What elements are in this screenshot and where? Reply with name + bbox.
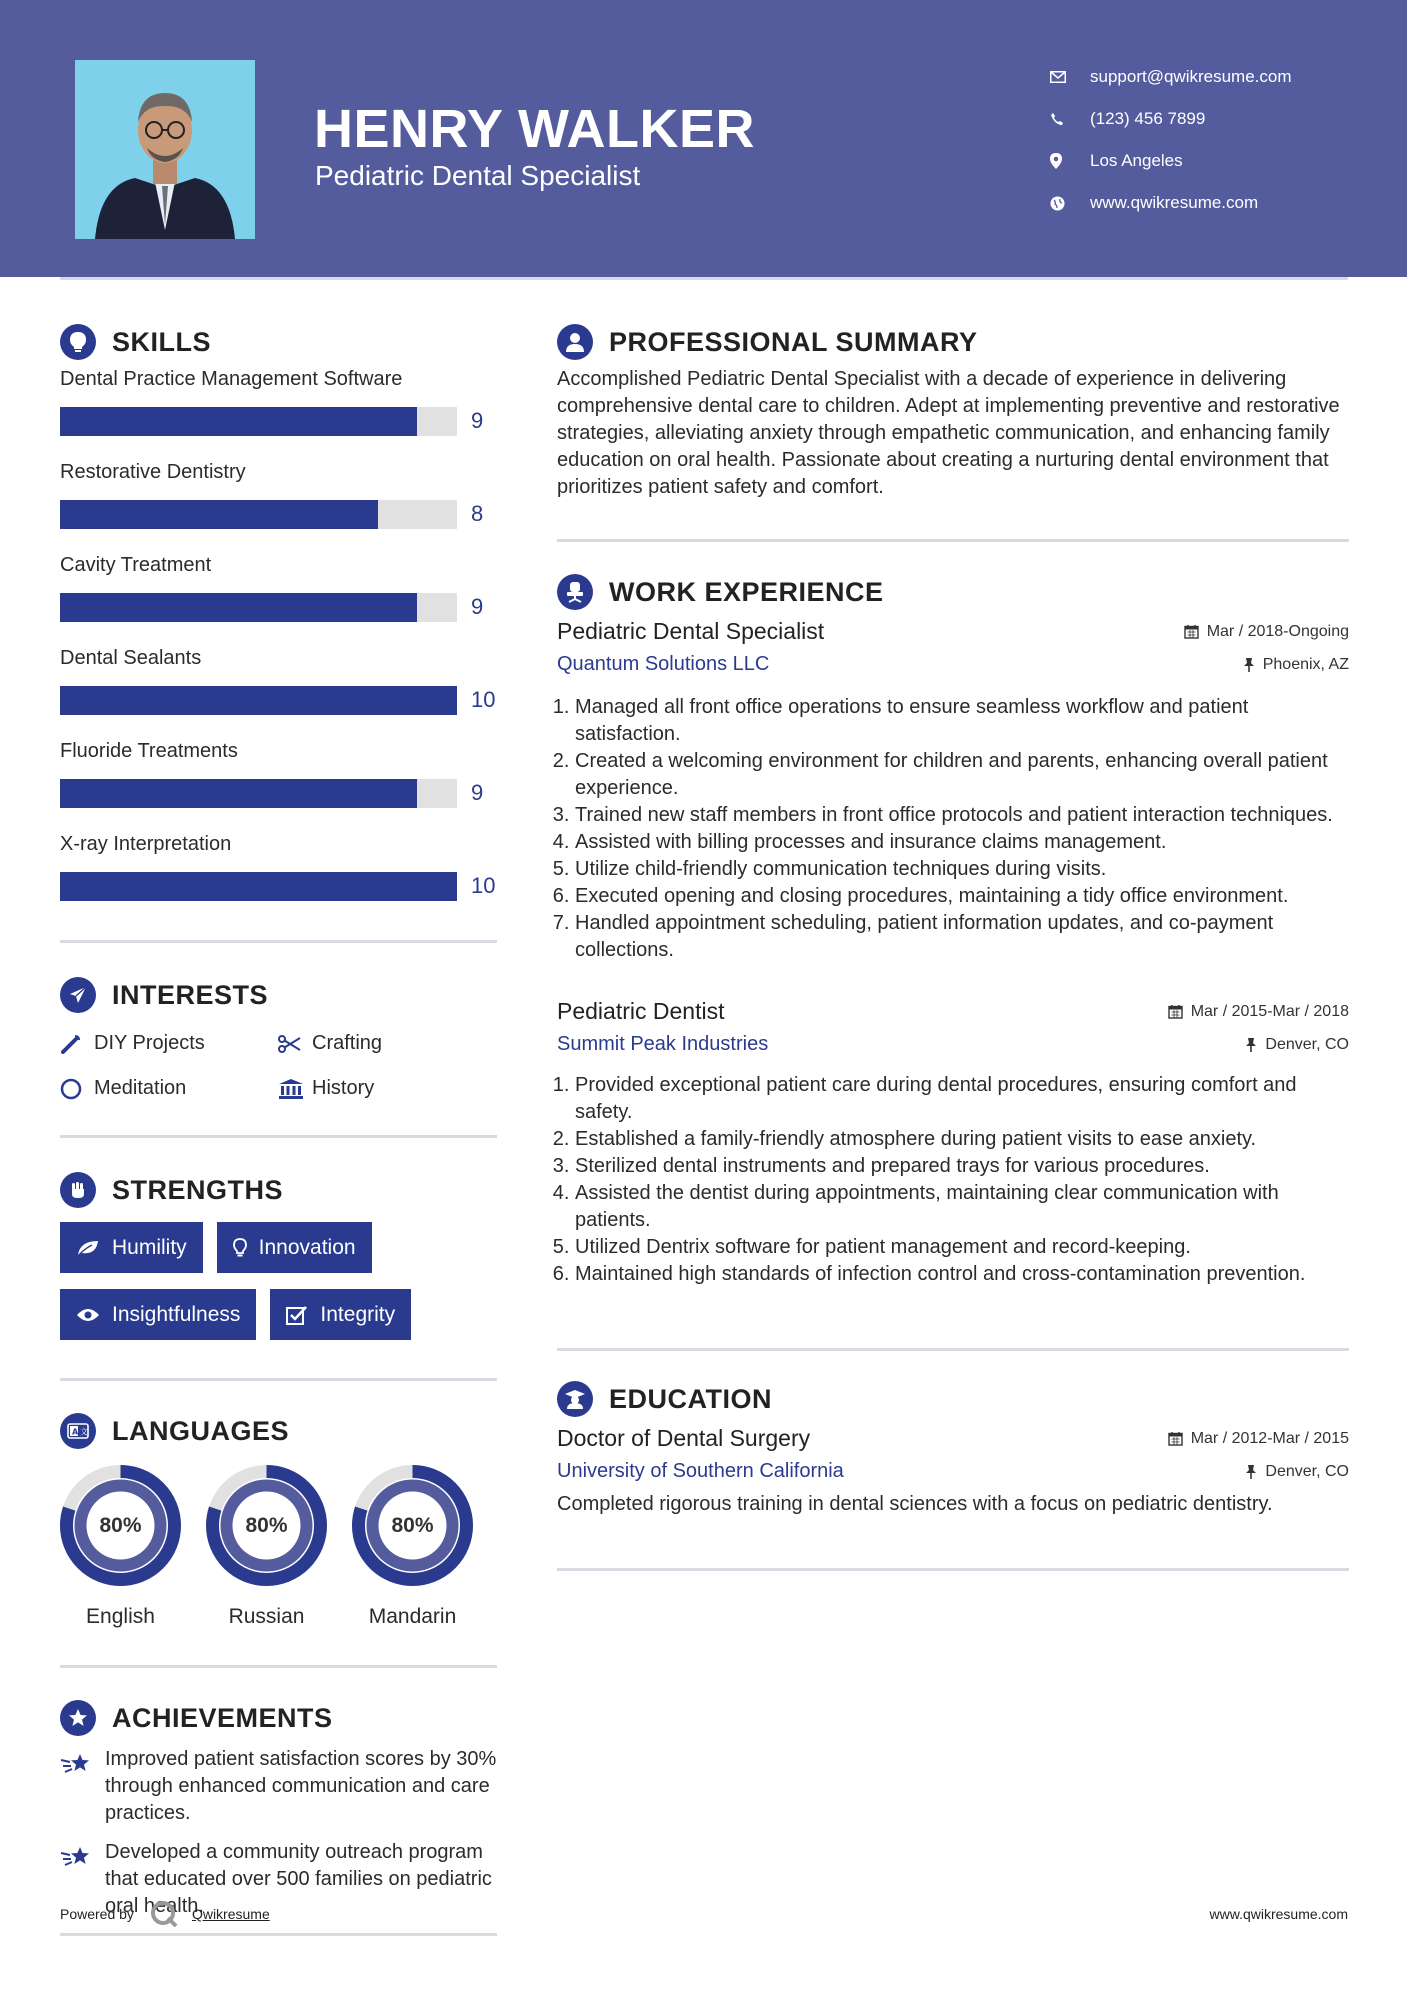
resume-header — [0, 0, 1407, 277]
languages-title: LANGUAGES — [112, 1415, 290, 1446]
strength-label: Humility — [112, 1235, 187, 1259]
skill-bar-fill — [60, 779, 417, 808]
interest-label: DIY Projects — [94, 1032, 205, 1054]
achievement-text: Improved patient satisfaction scores by 30% through enhanced communication and care practices. — [105, 1748, 497, 1824]
skill-value: 10 — [471, 873, 496, 898]
education-dates-text: Mar / 2012-Mar / 2015 — [1190, 1429, 1349, 1447]
checkbox-icon — [286, 1305, 308, 1325]
experience-title: WORK EXPERIENCE — [609, 576, 884, 607]
skill-value: 9 — [471, 594, 484, 619]
skill-bar-track — [60, 500, 457, 529]
footer-divider — [60, 1933, 497, 1936]
job-bullets — [557, 1072, 1349, 1288]
contact-email[interactable] — [1050, 56, 1292, 98]
languages-list — [60, 1465, 497, 1629]
language-name: English — [86, 1605, 155, 1628]
scissors-icon — [278, 1035, 312, 1053]
skill-bar-track — [60, 872, 457, 901]
job-bullet: 1. Managed all front office operations to ensure seamless workflow and patient satisfaction. — [575, 694, 1349, 748]
footer-url[interactable]: www.qwikresume.com — [1209, 1906, 1348, 1922]
raised-fist-icon — [60, 1172, 96, 1208]
job-bullet: 2. Established a family-friendly atmosphere during patient visits to ease anxiety. — [575, 1126, 1349, 1153]
skill-bar-fill — [60, 872, 457, 901]
education-text: Completed rigorous training in dental sciences with a focus on pediatric dentistry. — [557, 1493, 1273, 1515]
job-bullet: 4. Assisted the dentist during appointments, maintaining clear communication with patients. — [575, 1180, 1349, 1234]
skill-value: 8 — [471, 501, 484, 526]
interest-label: Crafting — [312, 1032, 383, 1054]
skill-item — [60, 368, 497, 455]
summary-heading — [557, 320, 1349, 364]
job-bullet: 6. Maintained high standards of infection control and cross-contamination prevention. — [575, 1261, 1349, 1288]
education-dates — [1168, 1430, 1349, 1448]
qwikresume-logo-icon — [150, 1900, 178, 1928]
job-bullet: 6. Executed opening and closing procedures, maintaining a tidy office environment. — [575, 883, 1349, 910]
job-location — [1243, 656, 1349, 674]
skill-value: 10 — [471, 687, 496, 712]
graduate-icon — [557, 1381, 593, 1417]
job-bullet: 5. Utilized Dentrix software for patient management and record-keeping. — [575, 1234, 1349, 1261]
eye-icon — [76, 1307, 100, 1323]
qwikresume-link[interactable]: Qwikresume — [191, 1906, 270, 1922]
strength-tag — [60, 1289, 256, 1340]
powered-by-text: Powered by — [60, 1906, 134, 1922]
job-bullet: 5. Utilize child-friendly communication techniques during visits. — [575, 856, 1349, 883]
lightbulb-icon — [60, 324, 96, 360]
interest-item — [278, 1021, 496, 1066]
contact-email-text[interactable]: support@qwikresume.com — [1090, 67, 1292, 86]
skill-name: Dental Sealants — [60, 647, 202, 669]
contact-website-text[interactable]: www.qwikresume.com — [1090, 193, 1259, 212]
job-dates — [1184, 623, 1349, 641]
job-company: Summit Peak Industries — [557, 1033, 769, 1055]
candidate-role: Pediatric Dental Specialist — [315, 160, 641, 191]
phone-icon — [1050, 112, 1090, 126]
left-column — [60, 320, 497, 1920]
education-entry — [557, 1425, 1349, 1518]
achievements-heading — [60, 1696, 497, 1740]
job-bullet: 1. Provided exceptional patient care during dental procedures, ensuring comfort and safety. — [575, 1072, 1349, 1126]
contact-phone[interactable] — [1050, 98, 1292, 140]
skill-item — [60, 833, 497, 920]
section-divider — [557, 1568, 1349, 1571]
skills-title: SKILLS — [112, 326, 212, 357]
skill-bar-track — [60, 593, 457, 622]
school-name: University of Southern California — [557, 1460, 844, 1482]
language-percent: 80% — [99, 1514, 142, 1537]
language-name: Mandarin — [368, 1605, 457, 1628]
section-divider — [557, 539, 1349, 542]
pushpin-icon — [1243, 657, 1255, 672]
skill-name: Fluoride Treatments — [60, 740, 238, 762]
globe-icon — [1050, 196, 1090, 211]
section-divider — [60, 1378, 497, 1381]
interest-item — [278, 1066, 496, 1111]
summary-title: PROFESSIONAL SUMMARY — [609, 326, 978, 357]
strength-tag — [60, 1222, 203, 1273]
skill-bar-track — [60, 407, 457, 436]
language-ring — [206, 1465, 327, 1586]
section-divider — [60, 1135, 497, 1138]
skills-list — [60, 368, 497, 920]
skill-bar-fill — [60, 686, 457, 715]
job-bullet: 3. Trained new staff members in front office protocols and patient interaction techniques. — [575, 802, 1349, 829]
profile-photo — [75, 60, 255, 239]
interest-item — [60, 1066, 278, 1111]
job-entry — [557, 998, 1349, 1288]
job-location-text: Phoenix, AZ — [1262, 655, 1349, 673]
job-bullet: 3. Sterilized dental instruments and prepared trays for various procedures. — [575, 1153, 1349, 1180]
job-dates-text: Mar / 2015-Mar / 2018 — [1190, 1002, 1349, 1020]
job-bullet: 2. Created a welcoming environment for children and parents, enhancing overall patient experience. — [575, 748, 1349, 802]
strength-label: Innovation — [258, 1235, 356, 1259]
location-pin-icon — [1050, 153, 1090, 169]
job-dates — [1168, 1003, 1349, 1021]
job-bullets — [557, 694, 1349, 964]
skills-heading — [60, 320, 497, 364]
calendar-icon — [1184, 624, 1199, 639]
wrench-icon — [60, 1033, 94, 1055]
user-icon — [557, 324, 593, 360]
skill-name: Cavity Treatment — [60, 554, 212, 576]
strengths-list — [60, 1222, 497, 1340]
education-location — [1245, 1463, 1349, 1481]
language-percent: 80% — [245, 1514, 288, 1537]
language-item — [60, 1465, 181, 1629]
job-company: Quantum Solutions LLC — [557, 653, 770, 675]
interest-item — [60, 1021, 278, 1066]
section-divider — [557, 1348, 1349, 1351]
education-title: EDUCATION — [609, 1383, 772, 1414]
strength-tag — [270, 1289, 411, 1340]
education-location-text: Denver, CO — [1265, 1462, 1349, 1480]
achievements-title: ACHIEVEMENTS — [112, 1702, 333, 1733]
skill-bar-fill — [60, 407, 417, 436]
language-icon — [60, 1413, 96, 1449]
language-item — [206, 1465, 327, 1629]
contact-location-text: Los Angeles — [1090, 151, 1183, 170]
job-dates-text: Mar / 2018-Ongoing — [1206, 622, 1349, 640]
svg-text:文: 文 — [80, 1427, 88, 1437]
strengths-title: STRENGTHS — [112, 1174, 284, 1205]
contact-location — [1050, 140, 1292, 182]
skill-name: Dental Practice Management Software — [60, 368, 403, 390]
skill-bar-track — [60, 686, 457, 715]
section-divider — [60, 940, 497, 943]
achievement-item — [60, 1746, 497, 1827]
strength-tag — [217, 1222, 372, 1273]
degree-title: Doctor of Dental Surgery — [557, 1425, 811, 1451]
header-divider — [60, 277, 1348, 280]
skill-item — [60, 740, 497, 827]
museum-icon — [278, 1078, 312, 1100]
summary-text: Accomplished Pediatric Dental Specialist with a decade of experience in delivering comprehensive dental care to children. Adept at implementing preventive and restorative strategies, alleviating anxiety through empathetic communication, and enhancing family education on oral health. Passionate about creating a nurturing dental environment that prioritizes patient safety and comfort. — [557, 368, 1340, 498]
strength-label: Insightfulness — [112, 1302, 241, 1326]
section-divider — [60, 1665, 497, 1668]
contact-list — [1050, 56, 1292, 224]
interest-label: Meditation — [94, 1077, 187, 1099]
calendar-icon — [1168, 1004, 1183, 1019]
language-ring — [60, 1465, 181, 1586]
skill-name: X-ray Interpretation — [60, 833, 232, 855]
strength-label: Integrity — [320, 1302, 396, 1326]
job-title: Pediatric Dentist — [557, 998, 725, 1024]
job-bullet: 4. Assisted with billing processes and insurance claims management. — [575, 829, 1349, 856]
languages-heading — [60, 1409, 497, 1453]
strengths-heading — [60, 1168, 497, 1212]
star-badge-icon — [60, 1700, 96, 1736]
leaf-icon — [76, 1239, 100, 1257]
job-location — [1245, 1036, 1349, 1054]
job-bullet: 7. Handled appointment scheduling, patient information updates, and co-payment collections. — [575, 910, 1349, 964]
paper-plane-icon — [60, 977, 96, 1013]
footer-powered — [60, 1900, 270, 1928]
candidate-name: HENRY WALKER — [314, 99, 756, 159]
skill-bar-track — [60, 779, 457, 808]
interests-heading — [60, 973, 497, 1017]
language-ring — [352, 1465, 473, 1586]
language-percent: 80% — [391, 1514, 434, 1537]
skill-item — [60, 554, 497, 641]
office-chair-icon — [557, 574, 593, 610]
skill-bar-fill — [60, 593, 417, 622]
calendar-icon — [1168, 1431, 1183, 1446]
job-location-text: Denver, CO — [1265, 1035, 1349, 1053]
email-icon — [1050, 71, 1090, 83]
achievement-text: Developed a community outreach program that educated over 500 families on pediatric oral health. — [105, 1841, 492, 1917]
circle-icon — [60, 1078, 94, 1100]
skill-value: 9 — [471, 408, 484, 433]
svg-text:A: A — [72, 1427, 79, 1437]
lightbulb-icon — [233, 1238, 247, 1258]
language-name: Russian — [228, 1605, 305, 1628]
pushpin-icon — [1245, 1464, 1257, 1479]
interests-title: INTERESTS — [112, 979, 269, 1010]
skill-bar-fill — [60, 500, 378, 529]
job-entry — [557, 618, 1349, 964]
skill-value: 9 — [471, 780, 484, 805]
experience-heading — [557, 570, 1349, 614]
right-column — [557, 320, 1349, 1571]
education-heading — [557, 1377, 1349, 1421]
skill-name: Restorative Dentistry — [60, 461, 246, 483]
contact-phone-text[interactable]: (123) 456 7899 — [1090, 109, 1206, 128]
skill-item — [60, 461, 497, 548]
language-item — [352, 1465, 473, 1629]
pushpin-icon — [1245, 1037, 1257, 1052]
contact-website[interactable] — [1050, 182, 1292, 224]
job-title: Pediatric Dental Specialist — [557, 618, 825, 644]
skill-item — [60, 647, 497, 734]
shooting-star-icon — [60, 1746, 105, 1827]
interests-list — [60, 1021, 497, 1111]
interest-label: History — [312, 1077, 375, 1099]
